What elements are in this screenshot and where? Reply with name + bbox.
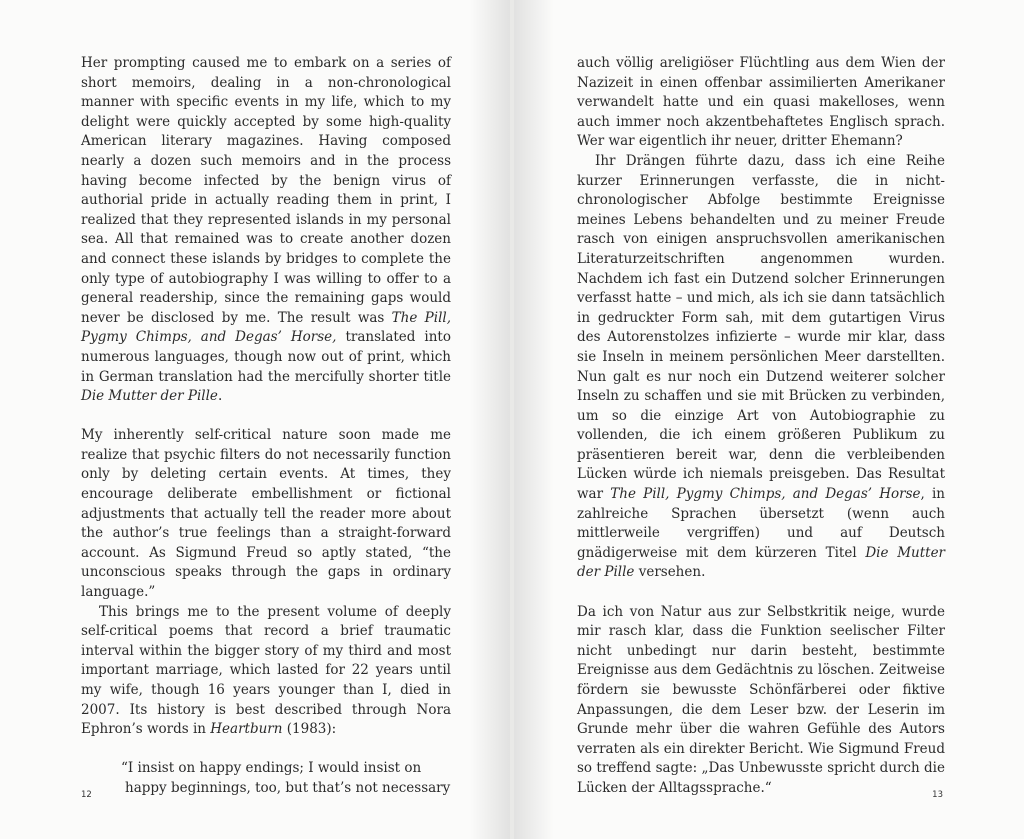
- book-title: The Pill, Pygmy Chimps, and Degas’ Horse,: [81, 309, 451, 346]
- page-number: 12: [81, 790, 92, 800]
- book-title: Die Mutter der Pille: [81, 388, 218, 405]
- right-page-text: [577, 54, 945, 799]
- page-number: 13: [932, 790, 943, 800]
- quote-line: “I insist on happy endings; I would insist on: [121, 760, 422, 777]
- quote-line: happy beginnings, too, but that’s not necessary: [125, 779, 451, 796]
- paragraph: Ihr Drängen führte dazu, dass ich eine Reihe kurzer Erinnerungen verfasste, die in nicht-chronologischer Abfolge bestimmte Ereignisse meines Lebens behandelten und zu meiner Freude rasch von einigen anspruchsvollen amerikanischen Literaturzeitschriften angenommen wurden. Nachdem ich fast ein Dutzend solcher Erinnerungen verfasst hatte – und mich, als ich sie dann tatsächlich in gedruckter Form sah, mit dem gutartigen Virus des Autorenstolzes infizierte – wurde mir klar, dass sie Inseln in meinem persönlichen Meer darstellten. Nun galt es nur noch ein Dutzend weiterer solcher Inseln zu schaffen und sie mit Brücken zu verbinden, um so die einzige Art von Autobiographie zu vollenden, die ich einem größeren Publikum zu präsentieren bereit war, denn die verbleibenden Lücken würde ich niemals preisgeben. Das Resultat war The Pill, Pygmy Chimps, and Degas’ Horse, in zahlreiche Sprachen übersetzt (wenn auch mittlerweile vergriffen) und auf Deutsch gnädigerweise mit dem kürzeren Titel Die Mutter der Pille versehen.: [577, 152, 946, 581]
- gutter-shadow: [514, 0, 554, 839]
- book-title: Die Mutter der Pille: [577, 544, 946, 581]
- paragraph: This brings me to the present volume of deeply self-critical poems that record a brief traumatic interval within the bigger story of my third and most important marriage, which lasted for 22 years until my wife, though 16 years younger than I, died in 2007. Its history is best described through Nora Ephron’s words in Heartburn (1983):: [81, 603, 451, 738]
- paragraph: Her prompting caused me to embark on a series of short memoirs, dealing in a non-chronological manner with specific events in my life, which to my delight were quickly accepted by some high-quality American literary magazines. Having composed nearly a dozen such memoirs and in the process having become infected by the benign virus of authorial pride in actually reading them in print, I realized that they represented islands in my personal sea. All that remained was to create another dozen and connect these islands by bridges to complete the only type of autobiography I was willing to offer to a general readership, since the remaining gaps would never be disclosed by me. The result was The Pill, Pygmy Chimps, and Degas’ Horse, translated into numerous languages, though now out of print, which in German translation had the mercifully shorter title Die Mutter der Pille.: [81, 55, 451, 405]
- block-quote: [121, 759, 451, 798]
- left-page-text: [81, 54, 451, 799]
- paragraph: auch völlig areligiöser Flüchtling aus dem Wien der Nazizeit in einen offenbar assimilierten Amerikaner verwandelt hatte und ein quasi makelloses, wenn auch immer noch akzentbehaftetes Englisch sprach. Wer war eigentlich ihr neuer, dritter Ehemann?: [577, 55, 945, 150]
- book-title: The Pill, Pygmy Chimps, and Degas’ Horse: [610, 486, 921, 503]
- gutter-shadow: [470, 0, 510, 839]
- paragraph: My inherently self-critical nature soon made me realize that psychic filters do not necessarily function only by deleting certain events. At times, they encourage deliberate embellishment or fictional adjustments that actually tell the reader more about the author’s true feelings than a straight-forward account. As Sigmund Freud so aptly stated, “the unconscious speaks through the gaps in ordinary language.”: [81, 427, 451, 601]
- paragraph: Da ich von Natur aus zur Selbstkritik neige, wurde mir rasch klar, dass die Funktion seelischer Filter nicht unbedingt nur darin besteht, bestimmte Ereignisse aus dem Gedächtnis zu löschen. Zeitweise fördern sie bewusste Schönfärberei oder fiktive Anpassungen, die dem Leser bzw. der Leserin im Grunde mehr über die wahren Gefühle des Autors verraten als ein direkter Bericht. Wie Sigmund Freud so treffend sagte: „Das Unbewusste spricht durch die Lücken der Alltagssprache.“: [577, 603, 945, 796]
- left-page: [0, 0, 510, 839]
- book-title: Heartburn: [210, 721, 283, 738]
- right-page: [514, 0, 1024, 839]
